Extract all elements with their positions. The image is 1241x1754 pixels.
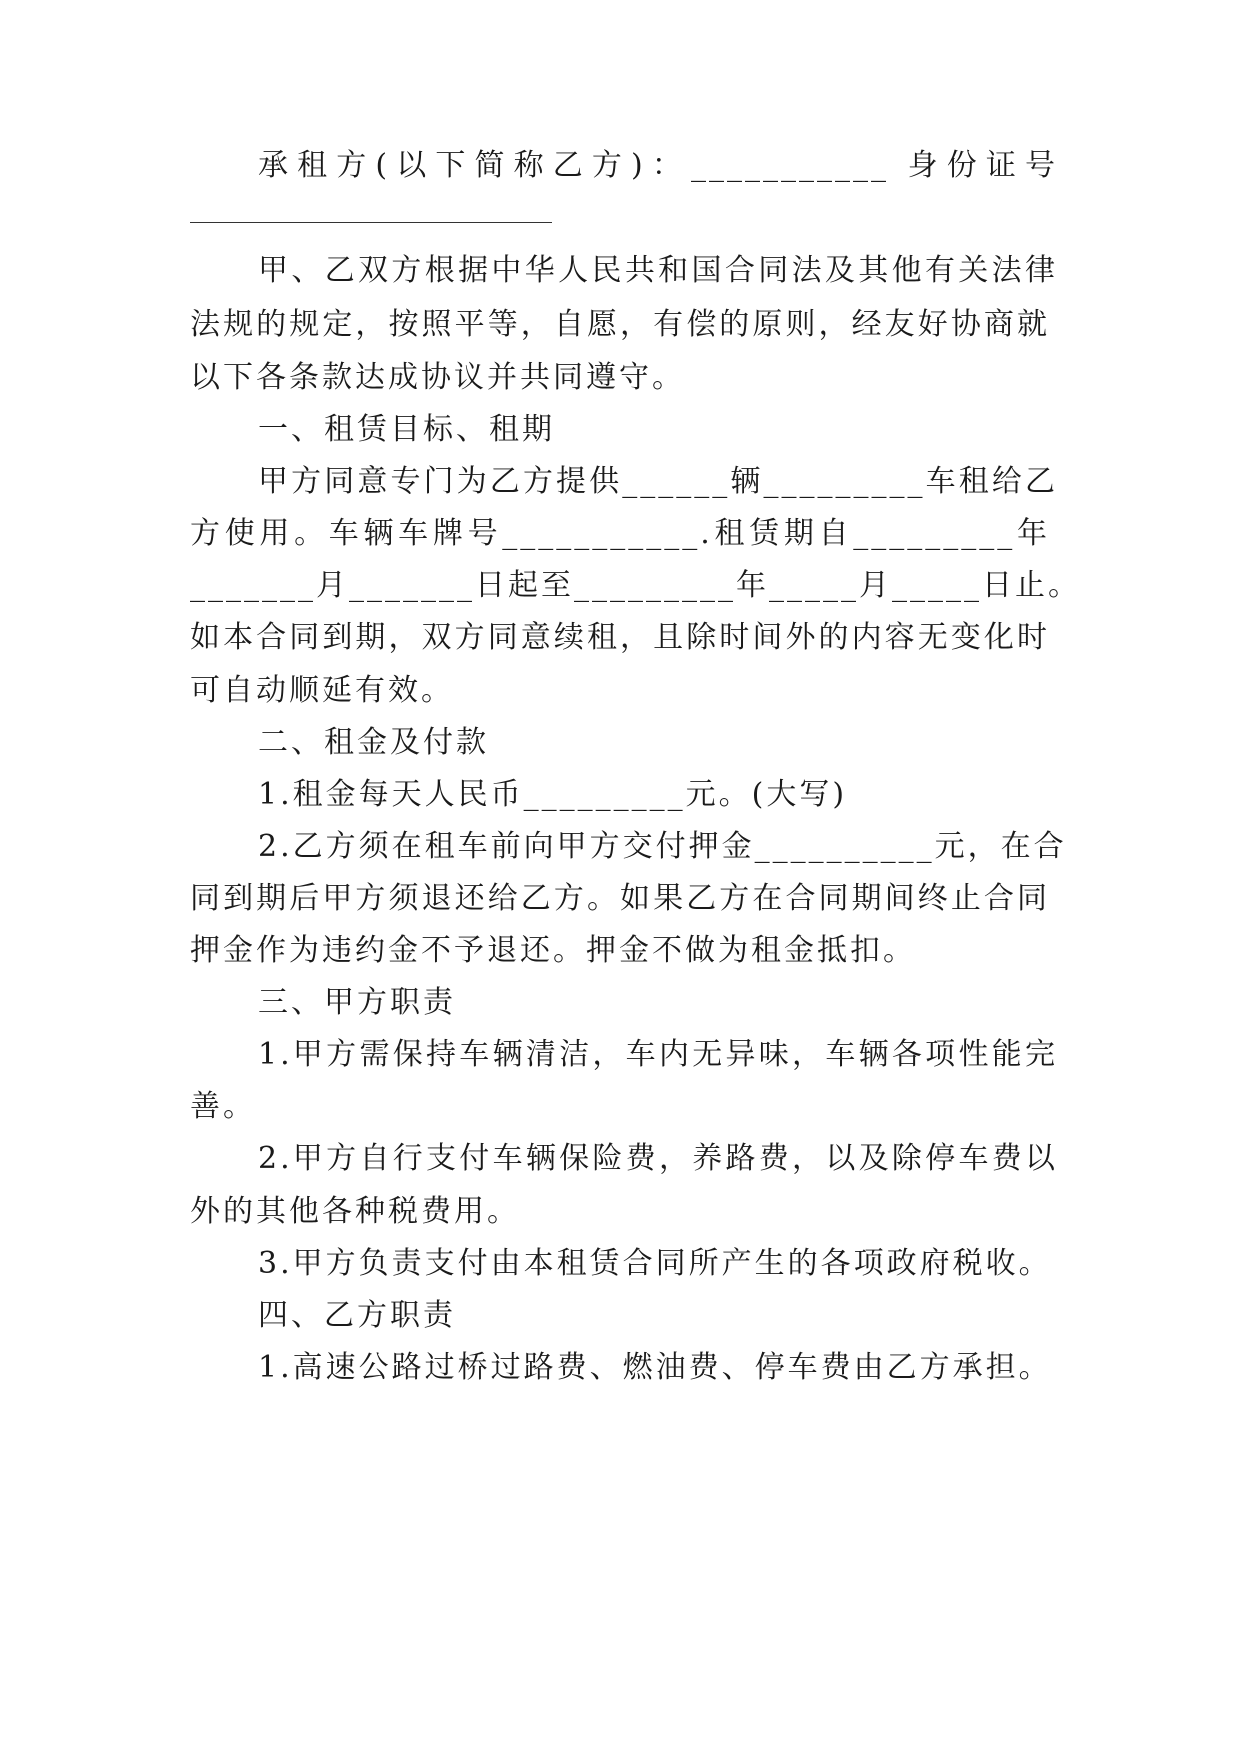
clause-2-item-1: 1.租金每天人民币_________元。(大写)	[258, 777, 848, 812]
id-number-blank	[190, 222, 552, 223]
clause-3-item-2-line-1: 2.甲方自行支付车辆保险费，养路费，以及除停车费以	[258, 1141, 1058, 1176]
preamble-line-2: 法规的规定，按照平等，自愿，有偿的原则，经友好协商就	[190, 307, 1050, 342]
section-heading-1: 一、租赁目标、租期	[258, 412, 555, 447]
clause-3-item-3: 3.甲方负责支付由本租赁合同所产生的各项政府税收。	[258, 1246, 1052, 1281]
section-heading-2: 二、租金及付款	[258, 725, 489, 760]
clause-4-item-1: 1.高速公路过桥过路费、燃油费、停车费由乙方承担。	[258, 1350, 1052, 1385]
clause-1-line-5: 可自动顺延有效。	[190, 673, 454, 708]
preamble-line-1: 甲、乙双方根据中华人民共和国合同法及其他有关法律	[258, 253, 1058, 288]
clause-3-item-1-line-2: 善。	[190, 1089, 256, 1124]
preamble-line-3: 以下各条款达成协议并共同遵守。	[190, 360, 685, 395]
clause-1-line-3: _______月_______日起至_________年_____月_____日止。	[190, 568, 1081, 603]
clause-2-item-2-line-2: 同到期后甲方须退还给乙方。如果乙方在合同期间终止合同	[190, 881, 1050, 916]
clause-2-item-2-line-3: 押金作为违约金不予退还。押金不做为租金抵扣。	[190, 933, 916, 968]
clause-1-line-4: 如本合同到期，双方同意续租，且除时间外的内容无变化时	[190, 620, 1050, 655]
clause-3-item-2-line-2: 外的其他各种税费用。	[190, 1194, 520, 1229]
section-heading-3: 三、甲方职责	[258, 985, 456, 1020]
clause-2-item-2-line-1: 2.乙方须在租车前向甲方交付押金__________元，在合	[258, 829, 1067, 864]
clause-1-line-2: 方使用。车辆车牌号___________.租赁期自_________年	[190, 516, 1050, 551]
section-heading-4: 四、乙方职责	[258, 1298, 456, 1333]
lessee-line: 承租方(以下简称乙方)：___________ 身份证号	[258, 148, 1058, 183]
clause-3-item-1-line-1: 1.甲方需保持车辆清洁，车内无异味，车辆各项性能完	[258, 1037, 1058, 1072]
clause-1-line-1: 甲方同意专门为乙方提供______辆_________车租给乙	[258, 464, 1058, 499]
